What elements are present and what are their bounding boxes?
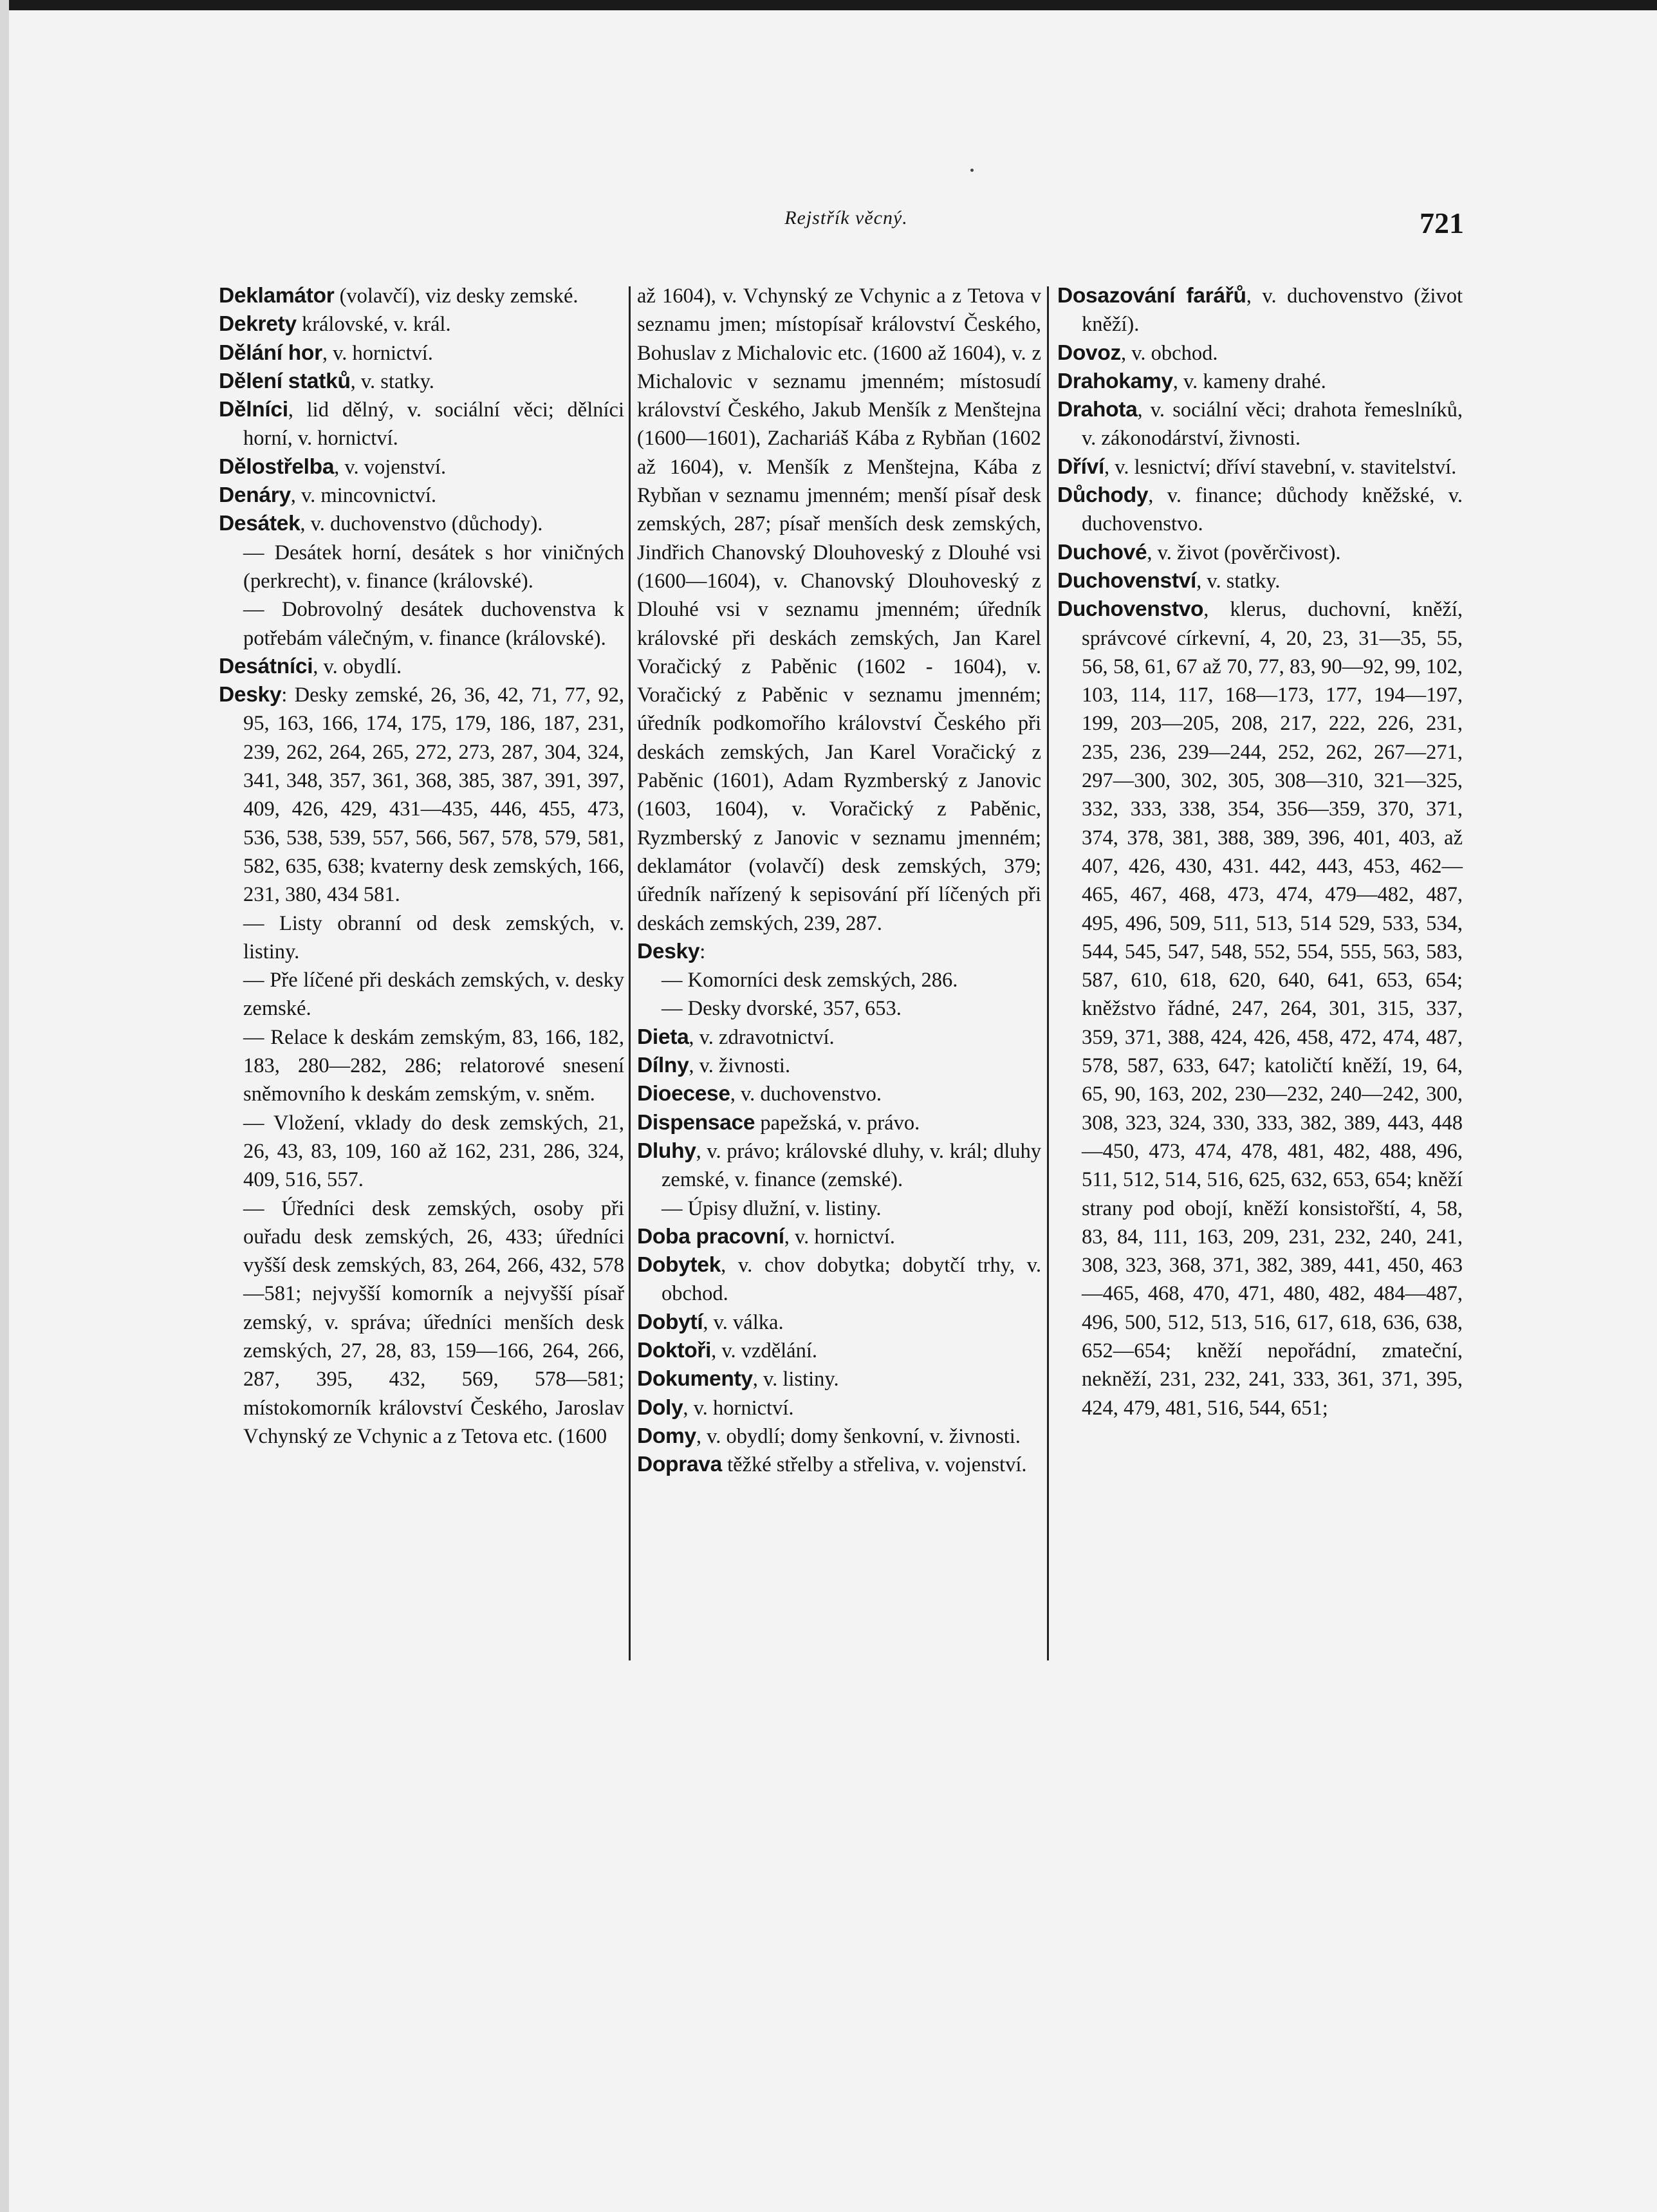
index-entry (219, 339, 624, 367)
index-column-3 (1057, 282, 1463, 1422)
entry-text: — Listy obranní od desk zemských, v. listiny. (243, 911, 624, 963)
entry-text: — Dobrovolný desátek duchovenstva k potřebám válečným, v. finance (královské). (243, 598, 624, 650)
entry-text: , v. lesnictví; dříví stavební, v. stavitelství. (1104, 455, 1457, 479)
index-entry (637, 994, 1041, 1023)
entry-text: — Úředníci desk zemských, osoby při ouřadu desk zemských, 26, 433; úředníci vyšší desk zemských, 83, 264, 266, 432, 578—581; nejvyšší komorník a nejvyšší písař zemský, v. správa; úředníci menších desk zemských, 27, 28, 83, 159—166, 264, 266, 287, 395, 432, 569, 578—581; místokomorník království Českého, Jaroslav Vchynský ze Vchynic a z Tetova etc. (1600 (243, 1196, 624, 1448)
entry-headword: Dobytí (637, 1310, 703, 1334)
entry-headword: Desátníci (219, 654, 313, 678)
index-entry (219, 966, 624, 1023)
entry-text: papežská, v. právo. (755, 1111, 920, 1135)
index-entry (219, 481, 624, 510)
index-entry (637, 1137, 1041, 1194)
index-entry (637, 1109, 1041, 1137)
entry-headword: Dělostřelba (219, 454, 335, 479)
entry-headword: Duchové (1057, 540, 1147, 564)
index-entry (1057, 539, 1463, 567)
entry-headword: Domy (637, 1424, 696, 1448)
index-entry (219, 539, 624, 596)
entry-headword: Desky (219, 683, 282, 707)
index-entry (1057, 339, 1463, 367)
entry-headword: Dělníci (219, 398, 288, 422)
entry-headword: Doprava (637, 1453, 722, 1477)
entry-text: , v. vojenství. (334, 455, 447, 479)
entry-text: , v. život (pověrčivost). (1147, 541, 1341, 564)
entry-text: , lid dělný, v. sociální věci; dělníci horní, v. hornictví. (243, 398, 624, 451)
index-entry (219, 367, 624, 396)
column-divider (629, 286, 631, 1660)
entry-headword: Dosazování farářů (1057, 284, 1246, 308)
entry-text: královské, v. král. (296, 313, 451, 337)
index-entry (219, 510, 624, 538)
entry-text: , v. duchovenstvo. (730, 1083, 882, 1106)
entry-text: , v. statky. (1196, 569, 1281, 593)
index-entry (219, 1194, 624, 1451)
entry-headword: Dekrety (219, 312, 297, 337)
entry-text: , v. duchovenstvo (život kněží). (1082, 284, 1463, 337)
index-entry (637, 1394, 1041, 1422)
entry-headword: Dělení statků (219, 369, 351, 393)
entry-text: , v. hornictví. (784, 1225, 895, 1249)
index-entry (637, 1365, 1041, 1393)
index-entry (219, 909, 624, 967)
entry-text: — Relace k deskám zemským, 83, 166, 182, 183, 280—282, 286; relatorové snesení sněmovního k deskám zemským, v. sněm. (243, 1025, 624, 1106)
entry-text: , v. duchovenstvo (důchody). (300, 512, 543, 536)
entry-text: , v. obydlí. (313, 655, 402, 678)
entry-text: , v. hornictví. (683, 1396, 794, 1420)
index-entry (219, 310, 624, 339)
entry-headword: Denáry (219, 483, 291, 508)
entry-headword: Důchody (1057, 483, 1149, 508)
index-column-2 (637, 282, 1041, 1479)
entry-headword: Dělání hor (219, 340, 322, 365)
entry-text: : (699, 940, 706, 963)
entry-text: , v. vzdělání. (711, 1339, 818, 1362)
entry-text: , v. obchod. (1121, 341, 1218, 365)
entry-headword: Duchovenstvo (1057, 597, 1204, 622)
index-entry (637, 938, 1041, 966)
entry-text: , v. kameny drahé. (1172, 369, 1326, 393)
entry-headword: Desky (637, 939, 700, 963)
index-entry (637, 1023, 1041, 1052)
entry-headword: Dobytek (637, 1253, 721, 1278)
entry-headword: Doktoři (637, 1338, 712, 1362)
entry-text: , v. obydlí; domy šenkovní, v. živnosti. (696, 1424, 1021, 1448)
entry-headword: Doba pracovní (637, 1224, 784, 1249)
entry-headword: Drahokamy (1057, 369, 1173, 393)
entry-text: (volavčí), viz desky zemské. (334, 284, 579, 308)
entry-headword: Dříví (1057, 454, 1104, 479)
index-entry (637, 1451, 1041, 1479)
entry-text: : Desky zemské, 26, 36, 42, 71, 77, 92, 95, 163, 166, 174, 175, 179, 186, 187, 231, 239, 262, 264, 265, 272, 273, 287, 304, 324, 341, 348, 357, 361, 368, 385, 387, 391, 397, 409, 426, 429, 431—435, 446, 455, 473, 536, 538, 539, 557, 566, 567, 578, 579, 581, 582, 635, 638; kvaterny desk zemských, 166, 231, 380, 434 581. (243, 683, 624, 907)
index-entry (1057, 367, 1463, 396)
entry-text: — Komorníci desk zemských, 286. (662, 969, 958, 992)
index-entry (1057, 282, 1463, 339)
entry-text: — Vložení, vklady do desk zemských, 21, 26, 43, 83, 109, 160 až 162, 231, 286, 324, 409, 516, 557. (243, 1111, 624, 1192)
entry-text: — Úpisy dlužní, v. listiny. (662, 1196, 882, 1220)
entry-text: , v. listiny. (752, 1368, 839, 1391)
column-divider (1047, 286, 1049, 1660)
ink-speck (970, 169, 974, 172)
index-entry (637, 1251, 1041, 1308)
entry-text: — Desátek horní, desátek s hor viničných (perkrecht), v. finance (královské). (243, 541, 624, 593)
entry-text: , v. hornictví. (322, 341, 433, 365)
entry-headword: Dluhy (637, 1139, 696, 1163)
entry-headword: Dovoz (1057, 340, 1122, 365)
entry-text: , v. právo; královské dluhy, v. král; dluhy zemské, v. finance (zemské). (662, 1139, 1041, 1192)
index-entry (1057, 396, 1463, 453)
index-entry (219, 453, 624, 481)
index-entry (1057, 567, 1463, 595)
entry-text: — Desky dvorské, 357, 653. (662, 997, 902, 1021)
entry-headword: Dispensace (637, 1110, 755, 1135)
page-number: 721 (1420, 207, 1464, 239)
entry-headword: Dokumenty (637, 1367, 753, 1391)
index-entry (637, 1337, 1041, 1365)
entry-text: , klerus, duchovní, kněží, správcové církevní, 4, 20, 23, 31—35, 55, 56, 58, 61, 67 až 70, 77, 83, 90—92, 99, 102, 103, 114, 117, 168—173, 177, 194—197, 199, 203—205, 208, 217, 222, 226, 231, 235, 236, 239—244, 252, 262, 267—271, 297—300, 302, 305, 308—310, 321—325, 332, 333, 338, 354, 356—359, 370, 371, 374, 378, 381, 388, 389, 396, 401, 403, až 407, 426, 430, 431. 442, 443, 453, 462—465, 467, 468, 473, 474, 479—482, 487, 495, 496, 509, 511, 513, 514 529, 533, 534, 544, 545, 547, 548, 552, 554, 555, 563, 583, 587, 610, 618, 620, 640, 641, 653, 654; kněžstvo řádné, 247, 264, 301, 315, 337, 359, 371, 388, 424, 426, 458, 472, 474, 487, 578, 587, 633, 647; katoličtí kněží, 19, 64, 65, 90, 163, 202, 230—232, 240—242, 300, 308, 323, 324, 330, 333, 382, 389, 443, 448—450, 473, 474, 478, 481, 482, 488, 496, 511, 512, 514, 516, 625, 632, 653, 654; kněží strany pod obojí, kněží konsistořští, 4, 58, 83, 84, 111, 163, 209, 231, 232, 240, 241, 308, 323, 368, 371, 382, 389, 441, 450, 463—465, 468, 470, 471, 480, 482, 484—487, 496, 500, 512, 513, 516, 617, 618, 636, 638, 652—654; kněží nepořádní, zmateční, nekněží, 231, 232, 241, 333, 361, 371, 395, 424, 479, 481, 516, 544, 651; (1082, 598, 1463, 1420)
index-entry (219, 1109, 624, 1194)
index-entry (219, 681, 624, 909)
entry-headword: Desátek (219, 512, 301, 536)
entry-headword: Dieta (637, 1025, 689, 1049)
entry-headword: Doly (637, 1395, 683, 1420)
scan-top-border (0, 0, 1657, 10)
index-entry (219, 653, 624, 681)
entry-text: , v. válka. (703, 1310, 784, 1334)
index-entry (637, 1194, 1041, 1223)
entry-text: , v. zdravotnictví. (689, 1025, 835, 1049)
entry-text: , v. živnosti. (689, 1054, 791, 1078)
entry-text: až 1604), v. Vchynský ze Vchynic a z Tetova v seznamu jmen; místopísař království Českého, Bohuslav z Michalovic etc. (1600 až 1604), v. z Michalovic v seznamu jmenném; místosudí království Českého, Jakub Menšík z Menštejna (1600—1601), Zachariáš Kába z Rybňan (1602 až 1604), v. Menšík z Menštejna, Kába z Rybňan v seznamu jmenném; menší písař desk zemských, 287; písař menších desk zemských, Jindřich Chanovský Dlouhoveský z Dlouhé vsi (1600—1604), v. Chanovský Dlouhoveský z Dlouhé vsi v seznamu jmenném; úředník královské při deskách zemských, Jan Karel Voračický z Paběnic (1602 - 1604), v. Voračický z Paběnic v seznamu jmenném; úředník podkomořího království Českého při deskách zemských, Jan Karel Voračický z Paběnic (1601), Adam Ryzmberský z Janovic (1603, 1604), v. Voračický z Paběnic, Ryzmberský z Janovic v seznamu jmenném; deklamátor (volavčí) desk zemských, 379; úředník nařízený k sepisování pří líčených při deskách zemských, 239, 287. (637, 284, 1041, 935)
entry-headword: Dílny (637, 1054, 689, 1078)
index-entry (219, 396, 624, 453)
index-entry (219, 1023, 624, 1109)
entry-text: — Pře líčené při deskách zemských, v. desky zemské. (243, 969, 624, 1021)
index-entry (1057, 453, 1463, 481)
scan-left-border (0, 0, 9, 2212)
entry-headword: Drahota (1057, 398, 1138, 422)
index-entry (219, 595, 624, 653)
index-entry (637, 966, 1041, 994)
entry-text: , v. statky. (350, 369, 434, 393)
index-entry (1057, 481, 1463, 539)
index-entry (637, 282, 1041, 938)
entry-headword: Duchovenství (1057, 568, 1197, 593)
entry-text: těžké střelby a střeliva, v. vojenství. (721, 1453, 1027, 1477)
entry-text: , v. chov dobytka; dobytčí trhy, v. obchod. (662, 1254, 1041, 1306)
index-entry (219, 282, 624, 310)
index-column-1 (219, 282, 624, 1451)
entry-text: , v. finance; důchody kněžské, v. duchovenstvo. (1082, 484, 1463, 536)
entry-text: , v. sociální věci; drahota řemeslníků, v. zákonodárství, živnosti. (1082, 398, 1463, 451)
index-entry (637, 1308, 1041, 1337)
running-title: Rejstřík věcný. (784, 207, 908, 228)
index-entry (637, 1223, 1041, 1251)
index-entry (637, 1422, 1041, 1451)
index-entry (637, 1080, 1041, 1108)
index-entry (1057, 595, 1463, 1422)
entry-headword: Dioecese (637, 1082, 730, 1106)
index-entry (637, 1052, 1041, 1080)
entry-text: , v. mincovnictví. (290, 484, 437, 508)
entry-headword: Deklamátor (219, 284, 335, 308)
